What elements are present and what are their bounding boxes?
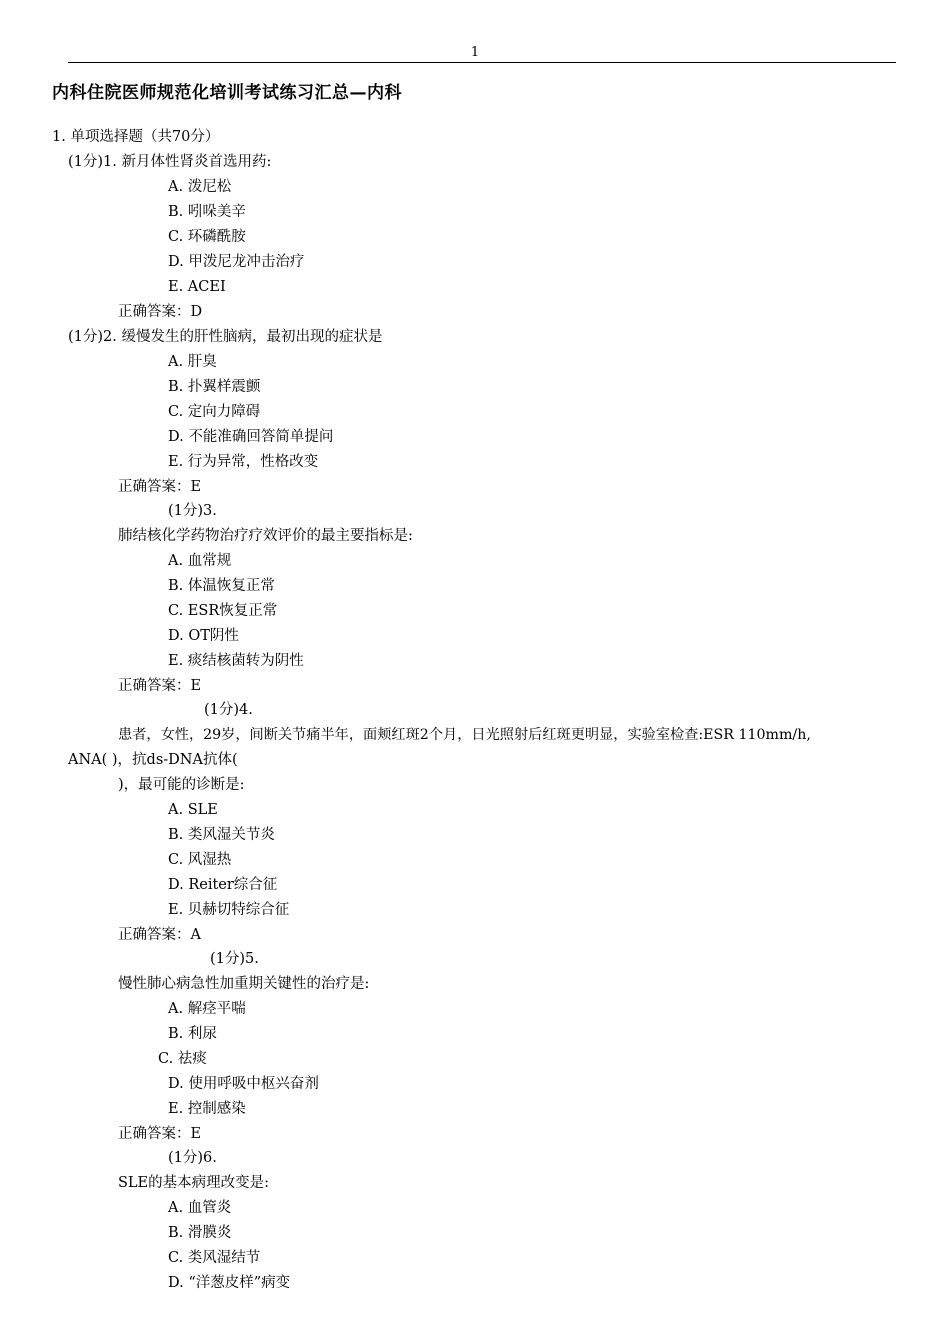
question-1-option-c: C. 环磷酰胺 (168, 229, 246, 245)
question-3-option-e: E. 痰结核菌转为阴性 (168, 653, 304, 669)
header-rule (68, 62, 896, 63)
question-1-option-d: D. 甲泼尼龙冲击治疗 (168, 254, 305, 270)
question-5-option-d: D. 使用呼吸中枢兴奋剂 (168, 1076, 319, 1092)
question-1-option-a: A. 泼尼松 (168, 179, 232, 195)
question-1-option-e: E. ACEI (168, 279, 226, 295)
question-4-option-c: C. 风湿热 (168, 852, 232, 868)
question-3-label: (1分)3. (168, 503, 217, 519)
question-6-option-b: B. 滑膜炎 (168, 1225, 232, 1241)
question-4-option-a: A. SLE (168, 802, 218, 818)
question-4-answer: 正确答案：A (118, 927, 201, 943)
question-4-option-e: E. 贝赫切特综合征 (168, 902, 290, 918)
question-3-option-b: B. 体温恢复正常 (168, 578, 275, 594)
question-6-option-d: D. “洋葱皮样”病变 (168, 1275, 291, 1291)
document-title: 内科住院医师规范化培训考试练习汇总—内科 (52, 83, 402, 103)
question-5-label: (1分)5. (210, 951, 259, 967)
question-4-option-b: B. 类风湿关节炎 (168, 827, 275, 843)
question-2-answer: 正确答案：E (118, 479, 202, 495)
question-4-label: (1分)4. (204, 702, 253, 718)
question-1-answer: 正确答案：D (118, 304, 203, 320)
question-5-option-b: B. 利尿 (168, 1026, 217, 1042)
question-3-option-d: D. OT阴性 (168, 628, 239, 644)
question-3-option-a: A. 血常规 (168, 553, 232, 569)
question-4-stem-line-3: )，最可能的诊断是: (118, 777, 245, 793)
section-heading: 1. 单项选择题（共70分） (52, 129, 220, 145)
question-4-stem-line-1: 患者，女性，29岁，间断关节痛半年，面颊红斑2个月，日光照射后红斑更明显，实验室检查:ESR 110mm/h, (118, 727, 811, 743)
question-5-answer: 正确答案：E (118, 1126, 202, 1142)
question-1-label: (1分)1. 新月体性肾炎首选用药: (68, 154, 272, 170)
question-6-option-c: C. 类风湿结节 (168, 1250, 261, 1266)
question-5-option-c: C. 祛痰 (158, 1051, 207, 1067)
question-3-option-c: C. ESR恢复正常 (168, 603, 278, 619)
question-4-option-d: D. Reiter综合征 (168, 877, 278, 893)
question-6-label: (1分)6. (168, 1150, 217, 1166)
question-2-option-e: E. 行为异常，性格改变 (168, 454, 319, 470)
question-3-stem: 肺结核化学药物治疗疗效评价的最主要指标是: (118, 528, 413, 544)
page-number: 1 (470, 45, 480, 60)
question-1-option-b: B. 吲哚美辛 (168, 204, 246, 220)
question-4-stem-line-2: ANA( )，抗ds-DNA抗体( (68, 752, 238, 768)
question-5-stem: 慢性肺心病急性加重期关键性的治疗是: (118, 976, 370, 992)
question-2-option-c: C. 定向力障碍 (168, 404, 261, 420)
question-5-option-a: A. 解痉平喘 (168, 1001, 246, 1017)
question-6-stem: SLE的基本病理改变是: (118, 1175, 270, 1191)
question-3-answer: 正确答案：E (118, 678, 202, 694)
question-2-option-d: D. 不能准确回答简单提问 (168, 429, 334, 445)
question-6-option-a: A. 血管炎 (168, 1200, 232, 1216)
question-2-label: (1分)2. 缓慢发生的肝性脑病，最初出现的症状是 (68, 329, 383, 345)
question-2-option-b: B. 扑翼样震颤 (168, 379, 261, 395)
question-2-option-a: A. 肝臭 (168, 354, 217, 370)
question-5-option-e: E. 控制感染 (168, 1101, 246, 1117)
